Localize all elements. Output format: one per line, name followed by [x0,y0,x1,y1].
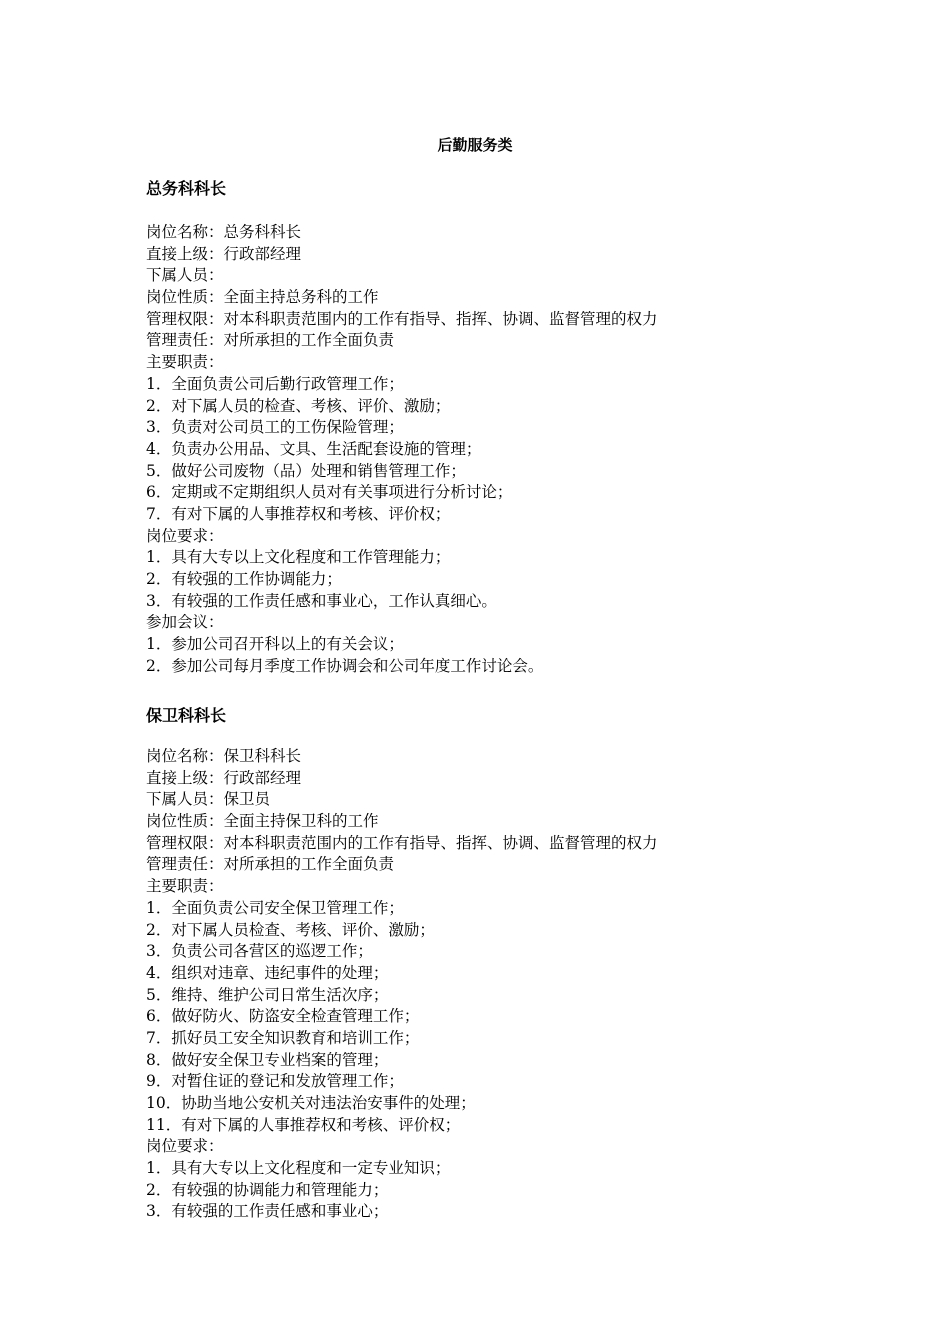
text-line: 3．负责对公司员工的工伤保险管理； [146,418,404,437]
text-line: 管理责任：对所承担的工作全面负责 [146,855,395,874]
text-line: 直接上级：行政部经理 [146,244,302,263]
text-line: 10．协助当地公安机关对违法治安事件的处理； [146,1094,476,1112]
text-line: 1．参加公司召开科以上的有关会议； [146,635,404,654]
text-line: 岗位名称：总务科科长 [146,223,302,241]
text-line: 4．组织对违章、违纪事件的处理； [146,963,389,982]
text-line: 管理权限：对本科职责范围内的工作有指导、指挥、协调、监督管理的权力 [146,833,658,852]
section-body-security [146,746,906,1223]
text-line: 8．做好安全保卫专业档案的管理； [146,1050,389,1069]
text-line: 管理责任：对所承担的工作全面负责 [146,331,395,350]
text-line: 1．具有大专以上文化程度和工作管理能力； [146,548,451,567]
section-heading-general-affairs: 总务科科长 [146,179,227,198]
text-line: 2．有较强的工作协调能力； [146,570,342,588]
text-line: 参加会议： [146,613,224,632]
text-line: 主要职责： [146,877,224,896]
text-line: 5．维持、维护公司日常生活次序； [146,985,389,1004]
text-line: 2．对下属人员的检查、考核、评价、激励； [146,396,451,415]
text-line: 1．全面负责公司后勤行政管理工作； [146,374,404,393]
text-line: 岗位性质：全面主持保卫科的工作 [146,812,379,831]
text-line: 7．抓好员工安全知识教育和培训工作； [146,1028,420,1047]
text-line: 9．对暂住证的登记和发放管理工作； [146,1072,404,1091]
section-body-general-affairs [146,222,906,677]
text-line: 7．有对下属的人事推荐权和考核、评价权； [146,504,451,523]
text-line: 1．全面负责公司安全保卫管理工作； [146,898,404,917]
text-line: 下属人员： [146,266,224,285]
text-line: 岗位要求： [146,1137,224,1156]
text-line: 2．对下属人员检查、考核、评价、激励； [146,920,435,939]
text-line: 下属人员：保卫员 [146,790,271,809]
text-line: 主要职责： [146,353,224,372]
text-line: 岗位要求： [146,526,224,545]
text-line: 4．负责办公用品、文具、生活配套设施的管理； [146,439,482,458]
text-line: 3．负责公司各营区的巡逻工作； [146,942,373,961]
text-line: 3．有较强的工作责任感和事业心，工作认真细心。 [146,591,497,610]
text-line: 2．参加公司每月季度工作协调会和公司年度工作讨论会。 [146,656,544,675]
text-line: 管理权限：对本科职责范围内的工作有指导、指挥、协调、监督管理的权力 [146,309,658,328]
text-line: 岗位名称：保卫科科长 [146,747,302,765]
text-line: 直接上级：行政部经理 [146,768,302,787]
text-line: 6．做好防火、防盗安全检查管理工作； [146,1007,420,1026]
text-line: 1．具有大专以上文化程度和一定专业知识； [146,1159,451,1178]
text-line: 3．有较强的工作责任感和事业心； [146,1202,389,1221]
text-line: 5．做好公司废物（品）处理和销售管理工作； [146,461,466,480]
text-line: 11．有对下属的人事推荐权和考核、评价权； [146,1115,461,1134]
text-line: 6．定期或不定期组织人员对有关事项进行分析讨论； [146,483,513,502]
text-line: 岗位性质：全面主持总务科的工作 [146,288,379,307]
page-title: 后勤服务类 [437,136,513,154]
text-line: 2．有较强的协调能力和管理能力； [146,1180,389,1199]
section-heading-security: 保卫科科长 [146,706,227,725]
